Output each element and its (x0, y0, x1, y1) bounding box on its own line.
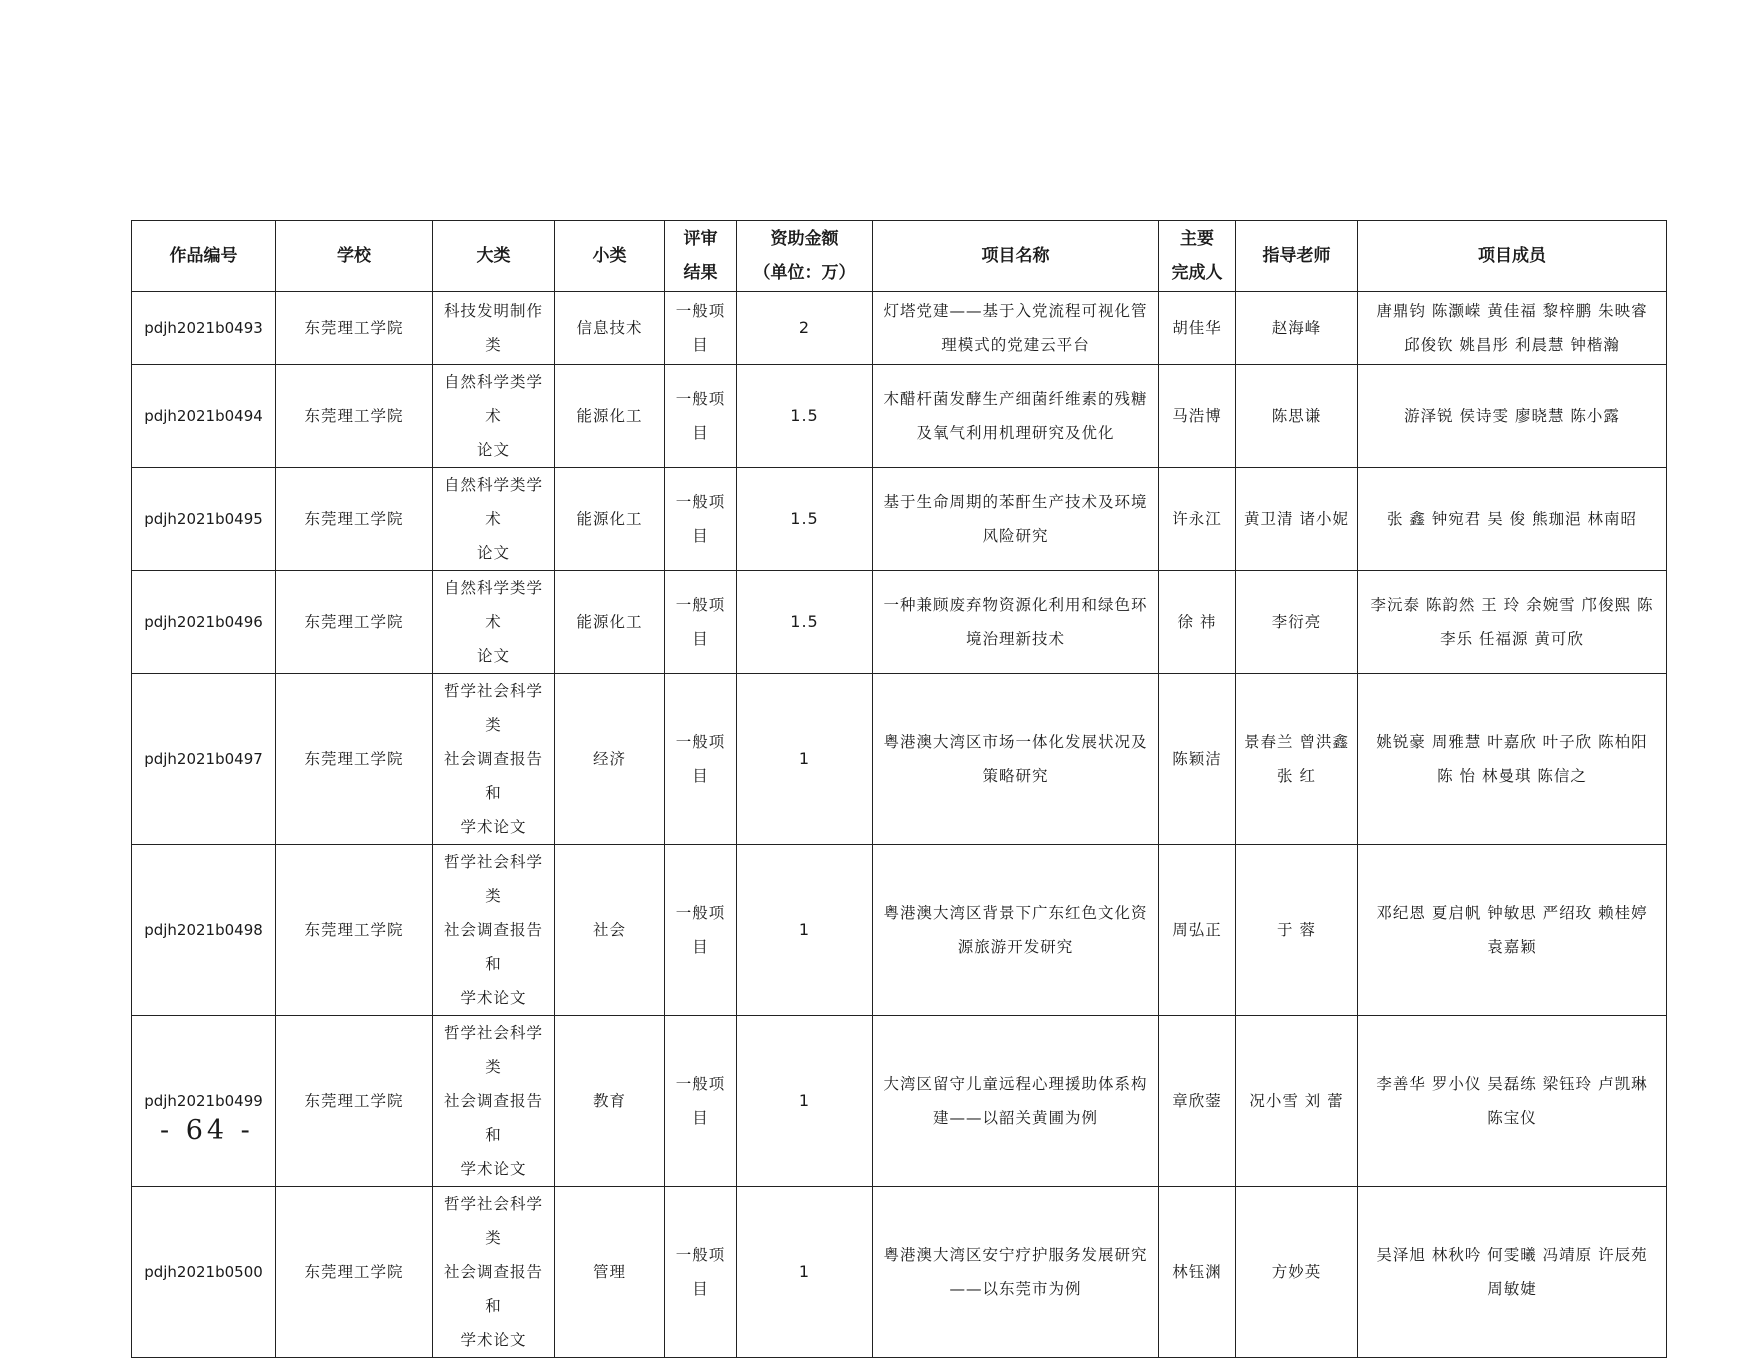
header-funding-line2: （单位：万） (753, 263, 856, 283)
header-advisor: 指导老师 (1236, 221, 1358, 292)
cell-category-line: 论文 (476, 544, 510, 562)
cell-project (873, 365, 1159, 468)
cell-school: 东莞理工学院 (276, 365, 433, 468)
cell-lead: 徐 祎 (1159, 571, 1236, 674)
cell-category (433, 1187, 555, 1358)
cell-project (873, 468, 1159, 571)
cell-project-line: 粤港澳大湾区背景下广东红色文化资 (883, 904, 1148, 922)
cell-members-line: 吴泽旭 林秋吟 何雯曦 冯靖原 许辰苑 (1376, 1246, 1648, 1264)
cell-project-line: 大湾区留守儿童远程心理援助体系构 (883, 1075, 1148, 1093)
cell-category-line: 自然科学类学术 (443, 476, 543, 528)
cell-result: 一般项目 (665, 1187, 737, 1358)
cell-category-line: 学术论文 (460, 818, 527, 836)
cell-advisor-line: 于 蓉 (1277, 921, 1316, 939)
cell-advisor-line: 李衍亮 (1271, 613, 1322, 631)
header-members: 项目成员 (1358, 221, 1667, 292)
award-table (131, 220, 1667, 1358)
cell-advisor (1236, 365, 1358, 468)
cell-project-line: 风险研究 (982, 527, 1049, 545)
cell-school: 东莞理工学院 (276, 845, 433, 1016)
cell-category (433, 292, 555, 365)
cell-school: 东莞理工学院 (276, 1016, 433, 1187)
cell-advisor (1236, 845, 1358, 1016)
cell-lead: 许永江 (1159, 468, 1236, 571)
cell-members-line: 李善华 罗小仪 吴磊练 梁钰玲 卢凯琳 (1376, 1075, 1648, 1093)
cell-subcategory: 能源化工 (555, 365, 665, 468)
cell-advisor-line: 景春兰 曾洪鑫 (1244, 733, 1349, 751)
cell-advisor-line: 陈思谦 (1271, 407, 1322, 425)
cell-members (1358, 292, 1667, 365)
cell-advisor-line: 黄卫清 诸小妮 (1244, 510, 1349, 528)
header-lead-line1: 主要 (1180, 229, 1214, 249)
table-row (132, 365, 1667, 468)
cell-funding: 1.5 (737, 468, 873, 571)
cell-category-line: 科技发明制作类 (443, 302, 543, 354)
cell-project-line: 一种兼顾废弃物资源化利用和绿色环 (883, 596, 1148, 614)
cell-members (1358, 1016, 1667, 1187)
cell-members-line: 周敏婕 (1487, 1280, 1537, 1298)
cell-project (873, 1016, 1159, 1187)
cell-category-line: 论文 (476, 647, 510, 665)
cell-members (1358, 845, 1667, 1016)
header-code: 作品编号 (132, 221, 276, 292)
cell-members (1358, 674, 1667, 845)
cell-category-line: 社会调查报告和 (443, 1092, 543, 1144)
cell-subcategory: 信息技术 (555, 292, 665, 365)
header-funding (737, 221, 873, 292)
cell-project-line: 粤港澳大湾区安宁疗护服务发展研究 (883, 1246, 1148, 1264)
cell-code: pdjh2021b0495 (132, 468, 276, 571)
cell-lead: 陈颖洁 (1159, 674, 1236, 845)
cell-category (433, 674, 555, 845)
cell-members-line: 张 鑫 钟宛君 吴 俊 熊珈浥 林南昭 (1386, 510, 1638, 528)
header-result-line2: 结果 (683, 263, 718, 283)
cell-subcategory: 管理 (555, 1187, 665, 1358)
cell-project-line: 及氧气利用机理研究及优化 (916, 424, 1115, 442)
cell-advisor-line: 况小雪 刘 蕾 (1249, 1092, 1344, 1110)
cell-category-line: 学术论文 (460, 1160, 527, 1178)
cell-members-line: 李乐 任福源 黄可欣 (1440, 630, 1584, 648)
cell-code: pdjh2021b0496 (132, 571, 276, 674)
cell-members-line: 陈宝仪 (1487, 1109, 1537, 1127)
cell-members-line: 邱俊钦 姚昌彤 利晨慧 钟楷瀚 (1404, 336, 1620, 354)
cell-project (873, 674, 1159, 845)
cell-result: 一般项目 (665, 292, 737, 365)
cell-result: 一般项目 (665, 571, 737, 674)
header-result-line1: 评审 (683, 229, 718, 249)
table-row (132, 674, 1667, 845)
cell-category (433, 845, 555, 1016)
cell-category-line: 社会调查报告和 (443, 1263, 543, 1315)
cell-project-line: 源旅游开发研究 (957, 938, 1074, 956)
cell-funding: 1.5 (737, 571, 873, 674)
header-school: 学校 (276, 221, 433, 292)
table-row (132, 1016, 1667, 1187)
cell-project-line: 境治理新技术 (965, 630, 1065, 648)
cell-category-line: 哲学社会科学类 (443, 682, 543, 734)
cell-project-line: ——以东莞市为例 (949, 1280, 1082, 1298)
cell-funding: 1 (737, 845, 873, 1016)
cell-advisor-line: 方妙英 (1271, 1263, 1322, 1281)
cell-lead: 林钰渊 (1159, 1187, 1236, 1358)
table-row (132, 468, 1667, 571)
cell-school: 东莞理工学院 (276, 292, 433, 365)
cell-project (873, 845, 1159, 1016)
cell-members (1358, 1187, 1667, 1358)
cell-category-line: 哲学社会科学类 (443, 853, 543, 905)
cell-subcategory: 能源化工 (555, 468, 665, 571)
cell-category-line: 论文 (476, 441, 510, 459)
cell-subcategory: 能源化工 (555, 571, 665, 674)
cell-category-line: 自然科学类学术 (443, 373, 543, 425)
cell-category-line: 学术论文 (460, 989, 527, 1007)
cell-result: 一般项目 (665, 674, 737, 845)
cell-members (1358, 468, 1667, 571)
cell-advisor (1236, 1016, 1358, 1187)
cell-members (1358, 571, 1667, 674)
cell-category-line: 哲学社会科学类 (443, 1195, 543, 1247)
header-project: 项目名称 (873, 221, 1159, 292)
cell-advisor-line: 张 红 (1277, 767, 1316, 785)
cell-members-line: 游泽锐 侯诗雯 廖晓慧 陈小露 (1404, 407, 1620, 425)
header-category: 大类 (433, 221, 555, 292)
cell-funding: 1.5 (737, 365, 873, 468)
cell-code: pdjh2021b0494 (132, 365, 276, 468)
cell-code: pdjh2021b0499 (132, 1016, 276, 1187)
cell-advisor (1236, 1187, 1358, 1358)
cell-advisor (1236, 674, 1358, 845)
cell-members-line: 陈 怡 林曼琪 陈信之 (1437, 767, 1587, 785)
header-result (665, 221, 737, 292)
cell-result: 一般项目 (665, 365, 737, 468)
header-subcategory: 小类 (555, 221, 665, 292)
cell-subcategory: 经济 (555, 674, 665, 845)
cell-project-line: 基于生命周期的苯酐生产技术及环境 (883, 493, 1148, 511)
cell-project-line: 粤港澳大湾区市场一体化发展状况及 (883, 733, 1148, 751)
cell-project (873, 292, 1159, 365)
table-row (132, 292, 1667, 365)
cell-members-line: 袁嘉颖 (1487, 938, 1537, 956)
cell-advisor (1236, 571, 1358, 674)
cell-project-line: 理模式的党建云平台 (941, 336, 1090, 354)
cell-category (433, 468, 555, 571)
header-lead (1159, 221, 1236, 292)
header-lead-line2: 完成人 (1171, 263, 1223, 283)
cell-advisor (1236, 292, 1358, 365)
cell-school: 东莞理工学院 (276, 1187, 433, 1358)
header-row (132, 221, 1667, 292)
cell-category (433, 1016, 555, 1187)
header-funding-line1: 资助金额 (770, 229, 839, 249)
cell-project-line: 木醋杆菌发酵生产细菌纤维素的残糖 (883, 390, 1148, 408)
cell-project-line: 灯塔党建——基于入党流程可视化管 (883, 302, 1148, 320)
cell-lead: 周弘正 (1159, 845, 1236, 1016)
cell-category-line: 自然科学类学术 (443, 579, 543, 631)
cell-advisor-line: 赵海峰 (1271, 319, 1322, 337)
cell-result: 一般项目 (665, 468, 737, 571)
cell-code: pdjh2021b0498 (132, 845, 276, 1016)
table-row (132, 845, 1667, 1016)
cell-school: 东莞理工学院 (276, 571, 433, 674)
cell-result: 一般项目 (665, 1016, 737, 1187)
cell-project (873, 571, 1159, 674)
cell-funding: 2 (737, 292, 873, 365)
cell-code: pdjh2021b0500 (132, 1187, 276, 1358)
cell-school: 东莞理工学院 (276, 674, 433, 845)
cell-members-line: 姚锐豪 周雅慧 叶嘉欣 叶子欣 陈柏阳 (1376, 733, 1648, 751)
cell-category (433, 365, 555, 468)
cell-members-line: 邓纪恩 夏启帆 钟敏思 严绍玫 赖桂婷 (1376, 904, 1648, 922)
table-row (132, 571, 1667, 674)
cell-code: pdjh2021b0493 (132, 292, 276, 365)
cell-funding: 1 (737, 674, 873, 845)
cell-category-line: 学术论文 (460, 1331, 527, 1349)
cell-subcategory: 社会 (555, 845, 665, 1016)
cell-lead: 马浩博 (1159, 365, 1236, 468)
cell-category-line: 哲学社会科学类 (443, 1024, 543, 1076)
cell-members (1358, 365, 1667, 468)
page-number: - 64 - (160, 1115, 254, 1146)
cell-advisor (1236, 468, 1358, 571)
cell-lead: 章欣蓥 (1159, 1016, 1236, 1187)
cell-category (433, 571, 555, 674)
cell-category-line: 社会调查报告和 (443, 750, 543, 802)
cell-lead: 胡佳华 (1159, 292, 1236, 365)
cell-funding: 1 (737, 1187, 873, 1358)
cell-project (873, 1187, 1159, 1358)
table-row (132, 1187, 1667, 1358)
cell-members-line: 唐鼎钧 陈灏嵘 黄佳福 黎梓鹏 朱映睿 (1376, 302, 1648, 320)
cell-category-line: 社会调查报告和 (443, 921, 543, 973)
cell-project-line: 建——以韶关黄圃为例 (932, 1109, 1098, 1127)
cell-subcategory: 教育 (555, 1016, 665, 1187)
cell-members-line: 李沅泰 陈韵然 王 玲 余婉雪 邝俊熙 陈 (1370, 596, 1654, 614)
cell-school: 东莞理工学院 (276, 468, 433, 571)
cell-project-line: 策略研究 (982, 767, 1049, 785)
cell-result: 一般项目 (665, 845, 737, 1016)
cell-code: pdjh2021b0497 (132, 674, 276, 845)
cell-funding: 1 (737, 1016, 873, 1187)
